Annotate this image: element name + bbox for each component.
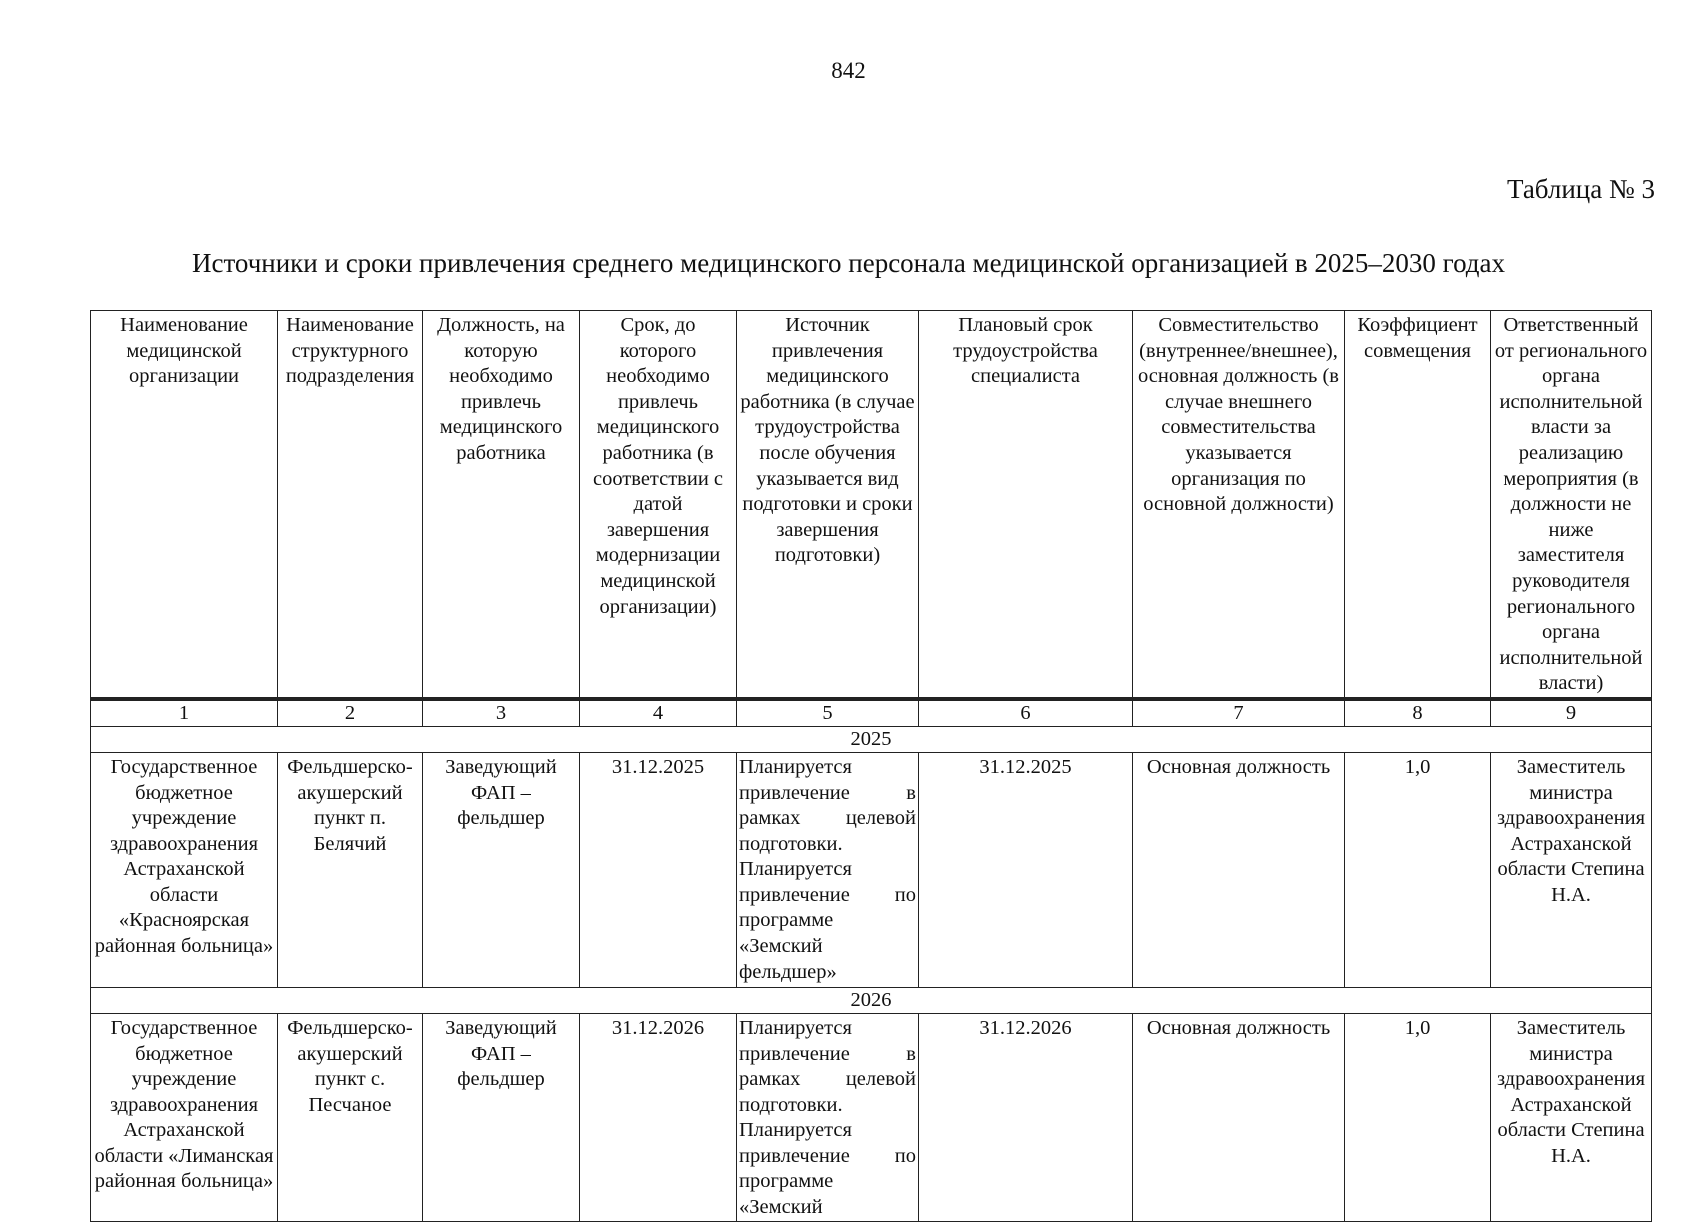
column-header: Источник привлечения медицинского работника (в случае трудоустройства после обучения указывается вид подготовки и сроки завершения подготовки) xyxy=(737,311,919,699)
combination-cell: Основная должность xyxy=(1133,752,1345,987)
source-cell xyxy=(737,1013,919,1221)
column-header: Коэффициент совмещения xyxy=(1345,311,1491,699)
source-paragraph: Планируется привлечение по программе «Земский xyxy=(739,1119,916,1219)
position-cell: Заведующий ФАП – фельдшер xyxy=(423,752,580,987)
source-paragraph: Планируется привлечение в рамках целевой подготовки. xyxy=(739,1016,916,1116)
position-cell: Заведующий ФАП – фельдшер xyxy=(423,1013,580,1221)
year-section-row xyxy=(91,987,1652,1013)
coefficient-cell: 1,0 xyxy=(1345,752,1491,987)
deadline-cell: 31.12.2026 xyxy=(580,1013,737,1221)
planned-date-cell: 31.12.2025 xyxy=(919,752,1133,987)
unit-cell: Фельдшерско-акушерский пункт п. Белячий xyxy=(278,752,423,987)
column-header: Совместительство (внутреннее/внешнее), основная должность (в случае внешнего совместительства указывается организация по основной должности) xyxy=(1133,311,1345,699)
coefficient-cell: 1,0 xyxy=(1345,1013,1491,1221)
year-heading: 2025 xyxy=(91,726,1652,752)
column-header: Плановый срок трудоустройства специалиста xyxy=(919,311,1133,699)
column-number-row xyxy=(91,699,1652,727)
column-number: 7 xyxy=(1133,699,1345,727)
table-row xyxy=(91,1013,1652,1221)
column-number: 3 xyxy=(423,699,580,727)
organization-cell: Государственное бюджетное учреждение здравоохранения Астраханской области «Красноярская районная больница» xyxy=(91,752,278,987)
column-number: 6 xyxy=(919,699,1133,727)
unit-cell: Фельдшерско-акушерский пункт с. Песчаное xyxy=(278,1013,423,1221)
source-paragraph: Планируется привлечение в рамках целевой подготовки. xyxy=(739,755,916,855)
page-number: 842 xyxy=(831,58,866,83)
column-number: 4 xyxy=(580,699,737,727)
table-header-row xyxy=(91,311,1652,699)
planned-date-cell: 31.12.2026 xyxy=(919,1013,1133,1221)
column-header: Должность, на которую необходимо привлечь медицинского работника xyxy=(423,311,580,699)
document-title: Источники и сроки привлечения среднего медицинского персонала медицинской организацией в 2025–2030 годах xyxy=(191,248,1506,278)
column-number: 2 xyxy=(278,699,423,727)
source-paragraph: Планируется привлечение по программе «Земский фельдшер» xyxy=(739,858,916,983)
table-label: Таблица № 3 xyxy=(1507,174,1655,204)
deadline-cell: 31.12.2025 xyxy=(580,752,737,987)
column-number: 9 xyxy=(1491,699,1652,727)
responsible-cell: Заместитель министра здравоохранения Астраханской области Степина Н.А. xyxy=(1491,752,1652,987)
staffing-table xyxy=(90,310,1652,1222)
column-number: 8 xyxy=(1345,699,1491,727)
responsible-cell: Заместитель министра здравоохранения Астраханской области Степина Н.А. xyxy=(1491,1013,1652,1221)
organization-cell: Государственное бюджетное учреждение здравоохранения Астраханской области «Лиманская районная больница» xyxy=(91,1013,278,1221)
column-number: 1 xyxy=(91,699,278,727)
column-header: Наименование структурного подразделения xyxy=(278,311,423,699)
column-number: 5 xyxy=(737,699,919,727)
year-section-row xyxy=(91,726,1652,752)
year-heading: 2026 xyxy=(91,987,1652,1013)
column-header: Ответственный от регионального органа исполнительной власти за реализацию мероприятия (в должности не ниже заместителя руководителя регионального органа исполнительной власти) xyxy=(1491,311,1652,699)
column-header: Срок, до которого необходимо привлечь медицинского работника (в соответствии с датой завершения модернизации медицинской организации) xyxy=(580,311,737,699)
table-row xyxy=(91,752,1652,987)
combination-cell: Основная должность xyxy=(1133,1013,1345,1221)
column-header: Наименование медицинской организации xyxy=(91,311,278,699)
source-cell xyxy=(737,752,919,987)
